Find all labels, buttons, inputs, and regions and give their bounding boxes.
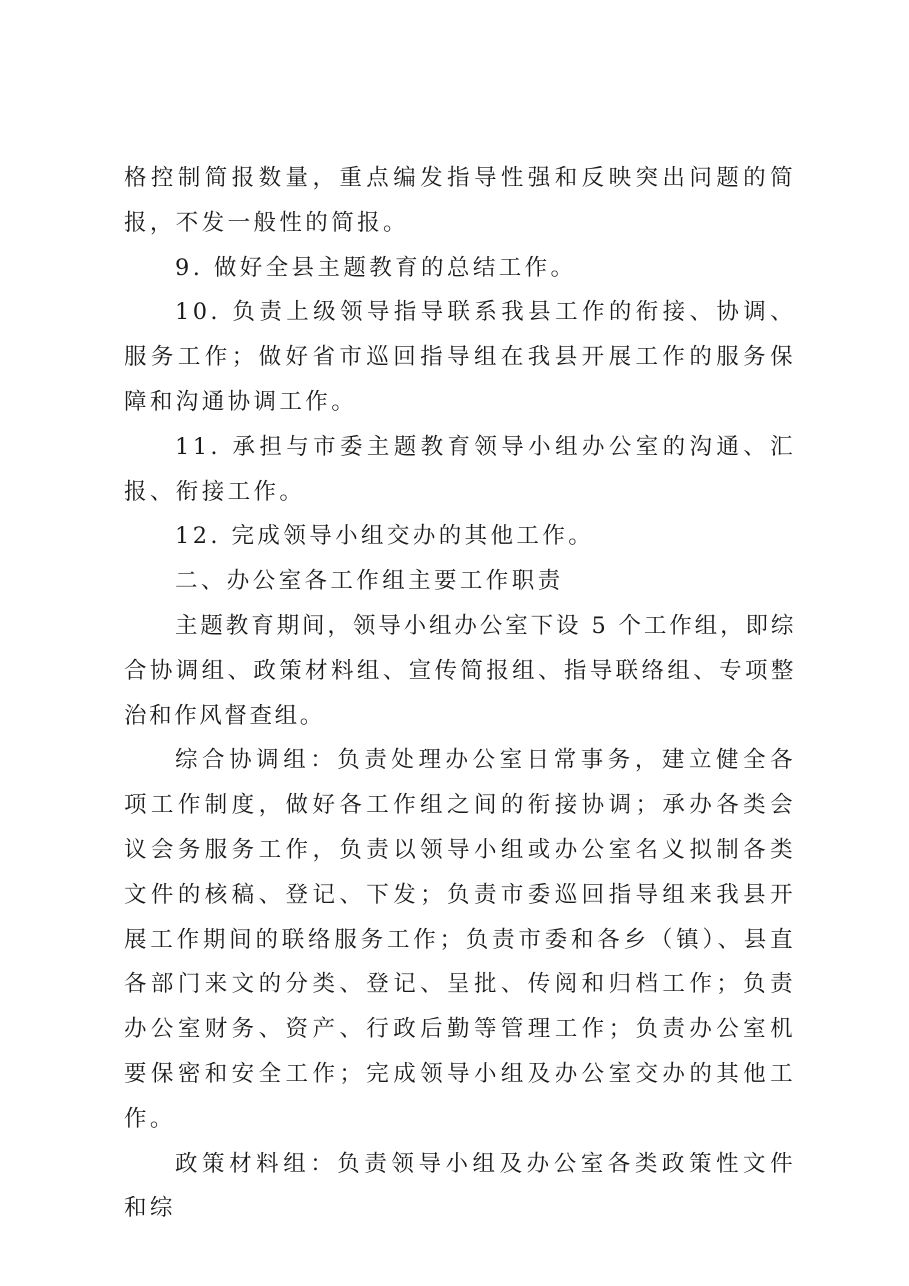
paragraph-item-9: 9. 做好全县主题教育的总结工作。 <box>175 254 577 281</box>
paragraph-policy-group: 政策材料组：负责领导小组及办公室各类政策性文件和综 <box>124 1150 796 1222</box>
paragraph-briefing-control: 格控制简报数量，重点编发指导性强和反映突出问题的简报，不发一般性的简报。 <box>124 165 796 236</box>
paragraph-item-11: 11. 承担与市委主题教育领导小组办公室的沟通、汇报、衔接工作。 <box>124 433 796 505</box>
document-body <box>124 156 796 1231</box>
paragraph-coordination-group: 综合协调组：负责处理办公室日常事务，建立健全各项工作制度，做好各工作组之间的衔接协调；承办各类会议会务服务工作，负责以领导小组或办公室名义拟制各类文件的核稿、登记、下发；负责市委巡回指导组来我县开展工作期间的联络服务工作；负责市委和各乡（镇）、县直各部门来文的分类、登记、呈批、传阅和归档工作；负责办公室财务、资产、行政后勤等管理工作；负责办公室机要保密和安全工作；完成领导小组及办公室交办的其他工作。 <box>124 747 796 1132</box>
paragraph-working-groups: 主题教育期间，领导小组办公室下设 5 个工作组，即综合协调组、政策材料组、宣传简报组、指导联络组、专项整治和作风督查组。 <box>124 612 796 729</box>
section-heading-2: 二、办公室各工作组主要工作职责 <box>175 568 564 595</box>
paragraph-item-10: 10. 负责上级领导指导联系我县工作的衔接、协调、服务工作；做好省市巡回指导组在我县开展工作的服务保障和沟通协调工作。 <box>124 299 796 415</box>
paragraph-item-12: 12. 完成领导小组交办的其他工作。 <box>175 523 595 550</box>
